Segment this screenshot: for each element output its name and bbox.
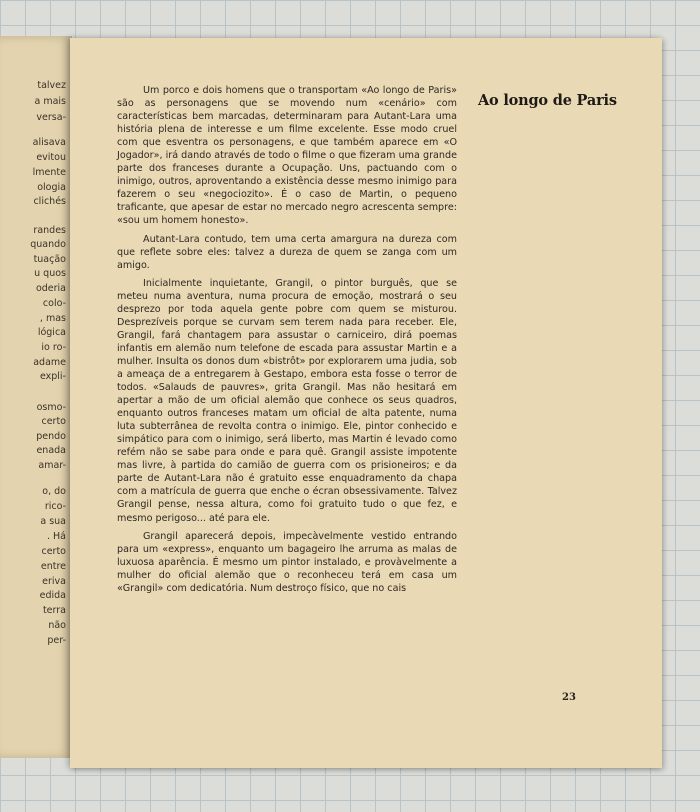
- left-page-text-fragment: lógica: [37, 327, 66, 338]
- left-page-text-fragment: osmo-: [36, 402, 66, 413]
- article-body: [117, 84, 457, 600]
- left-page-text-fragment: entre: [40, 561, 66, 572]
- left-page-text-fragment: clichés: [33, 196, 66, 207]
- left-page-text-fragment: . Há: [46, 531, 66, 542]
- left-page-text-fragment: adame: [33, 357, 66, 368]
- left-page-text-fragment: u quos: [34, 268, 66, 279]
- left-page-text-fragment: lmente: [32, 167, 66, 178]
- left-page-text-fragment: terra: [42, 605, 66, 616]
- left-page-text-fragment: não: [48, 620, 66, 631]
- left-page-text-fragment: randes: [33, 225, 66, 236]
- left-page-text-fragment: versa-: [36, 112, 66, 123]
- left-page-text-fragment: evitou: [36, 152, 66, 163]
- left-page-text-fragment: per-: [47, 635, 66, 646]
- left-page-text-fragment: tuação: [33, 254, 66, 265]
- left-page-text-fragment: certo: [41, 416, 66, 427]
- left-page-text-fragment: alisava: [32, 137, 66, 148]
- left-page-text-fragment: enada: [36, 445, 66, 456]
- page-number: 23: [562, 692, 576, 703]
- left-page-text-fragment: , mas: [39, 313, 66, 324]
- paragraph: Um porco e dois homens que o transportam «Ao longo de Paris» são as personagens que se movendo num «cenário» com características bem marcadas, determinaram para Autant-Lara uma história plena de interesse e um filme excelente. Esse modo cruel com que esventra os personagens, e que também aparece em «O Jogador», irá dando através de todo o filme o que fizeram uma grande parte dos franceses durante a Ocupação. Uns, pactuando com o inimigo, outros, aproventando a existência desse mesmo inimigo para fazerem o seu «negociozito». É o caso de Martin, o pequeno traficante, que apesar de estar no mercado negro acrescenta sempre: «sou um homem honesto».: [117, 85, 457, 227]
- left-page-text-fragment: quando: [30, 239, 66, 250]
- left-page-text-fragment: certo: [41, 546, 66, 557]
- left-page-text-fragment: a mais: [34, 96, 66, 107]
- left-page: [0, 36, 72, 758]
- left-page-text-fragment: expli-: [39, 371, 66, 382]
- left-page-text-fragment: oderia: [35, 283, 66, 294]
- paragraph: Grangil aparecerá depois, impecàvelmente vestido entrando para um «express», enquanto um bagageiro lhe arruma as malas de luxuosa aparência. É mesmo um pintor instalado, e provàvelmente a mulher do oficial alemão que o reconheceu terá em casa um «Grangil» com dedicatória. Num destroço físico, que no cais: [117, 530, 457, 594]
- left-page-text-fragment: o, do: [42, 486, 66, 497]
- page-title: Ao longo de Paris: [478, 92, 617, 109]
- left-page-text-fragment: rico-: [44, 501, 66, 512]
- left-page-text-fragment: io ro-: [41, 342, 66, 353]
- left-page-text-fragment: eriva: [42, 576, 66, 587]
- left-page-text-fragment: a sua: [40, 516, 66, 527]
- left-page-text-fragment: edida: [39, 590, 66, 601]
- left-page-text-fragment: talvez: [37, 80, 66, 91]
- left-page-text-fragment: amar-: [38, 460, 66, 471]
- left-page-text-fragment: ologia: [37, 182, 66, 193]
- main-page: [70, 38, 662, 768]
- paragraph: Inicialmente inquietante, Grangil, o pintor burguês, que se meteu numa aventura, numa procura de emoção, mostrará o seu desprezo por toda aquela gente pobre com quem se misturou. Desprezíveis porque se curvam sem terem nada para receber. Ele, Grangil, fará chantagem para assustar o carniceiro, dirá poemas infantis em alemão num telefone de escada para assustar Martin e a mulher. Insulta os donos dum «bistrôt» por explorarem uma judia, sob a ameaça de a entregarem à Gestapo, embora esta fosse o terror de todos. «Salauds de pauvres», grita Grangil. Mas não hesitará em apertar a mão de um oficial alemão que conhece os seus quadros, enquanto outros franceses matam um oficial de alta patente, numa luta subterrânea de revolta contra o inimigo. Ele, pintor conhecido e simpático para com o inimigo, será liberto, mas Martin é levado como refém não se sabe para onde e para quê. Grangil assiste impotente mas livre, à partida do camião de guerra com os prisioneiros; e da parte de Autant-Lara não é gratuito esse enquadramento da chapa com a matrícula de guerra que enche o écran obsessivamente. Talvez Grangil pense, nessa altura, como foi gratuito tudo o que fez, e mesmo perigoso... até para ele.: [117, 277, 457, 524]
- left-page-text-fragment: pendo: [36, 431, 66, 442]
- left-page-text-fragment: colo-: [42, 298, 66, 309]
- paragraph: Autant-Lara contudo, tem uma certa amargura na dureza com que reflete sobre eles: talvez a dureza de quem se zanga com um amigo.: [117, 233, 457, 271]
